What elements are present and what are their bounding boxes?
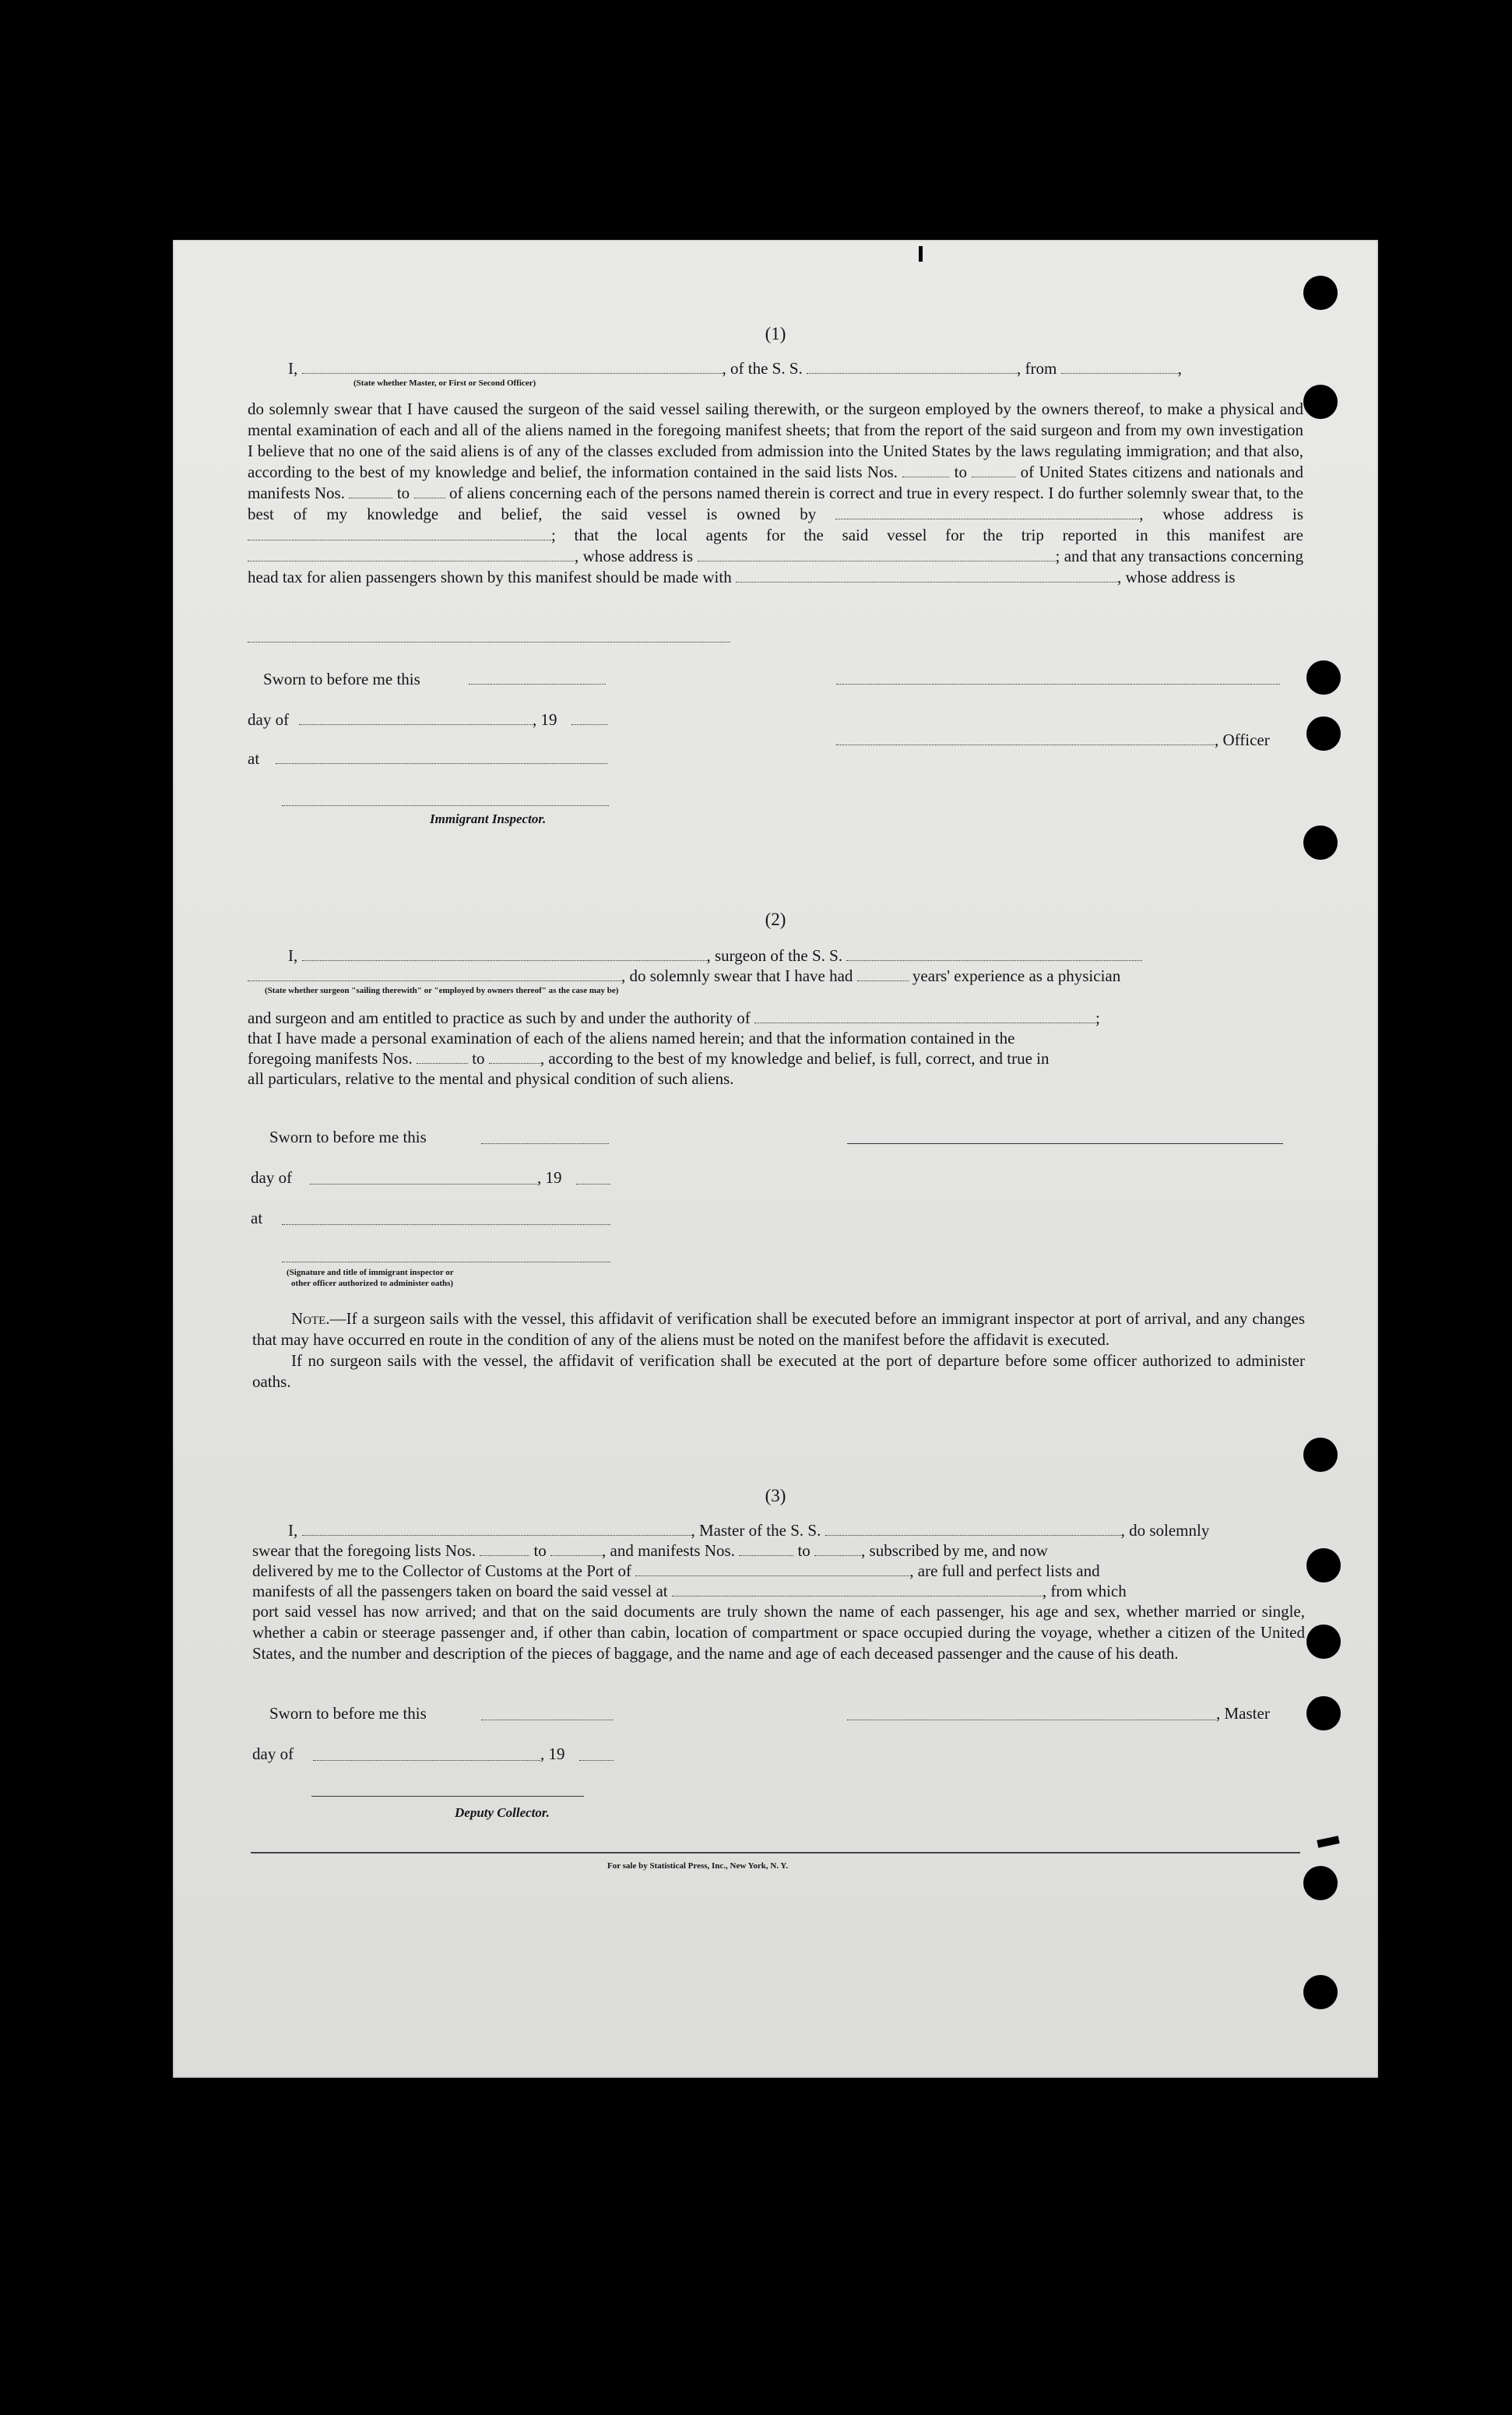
surgeon-status-field[interactable] — [248, 966, 621, 981]
from-label: , from — [1017, 359, 1057, 378]
punch-hole — [1303, 385, 1338, 419]
manifests-to-field[interactable] — [414, 484, 445, 498]
punch-hole — [1303, 826, 1338, 860]
owner-address-field[interactable] — [248, 526, 551, 540]
month-field-2[interactable] — [310, 1184, 537, 1185]
surgeon-name-field[interactable] — [302, 946, 707, 961]
ss-label: , of the S. S. — [722, 359, 803, 378]
authority-field[interactable] — [754, 1009, 1095, 1023]
day-of-label-2: day of — [251, 1168, 293, 1187]
master-lists-to-field[interactable] — [550, 1541, 602, 1556]
bleed-through-text — [842, 878, 852, 896]
footer-rule — [251, 1852, 1300, 1853]
section-2-oath-line: I, , surgeon of the S. S. — [288, 945, 1142, 966]
master-manifests-to-field[interactable] — [814, 1541, 861, 1556]
year-label-3: , 19 — [540, 1744, 565, 1763]
punch-hole — [1303, 1975, 1338, 2009]
signature-caption-line-1: (Signature and title of immigrant inspector or — [287, 1268, 454, 1277]
note-paragraph-1: Note.—If a surgeon sails with the vessel, this affidavit of verification shall be executed before an immigrant inspector at port of arrival, and any changes that may have occurred en route in the condition of any of the aliens must be noted on the manifest before the affidavit is executed. — [252, 1309, 1305, 1349]
punch-hole — [1306, 1625, 1341, 1659]
at-label-1: at — [248, 749, 260, 768]
year-label-1: , 19 — [533, 710, 557, 729]
officer-rank-caption: (State whether Master, or First or Second Officer) — [353, 378, 536, 388]
month-field-3[interactable] — [313, 1760, 540, 1761]
lists-from-field[interactable] — [902, 463, 949, 477]
year-field-3[interactable] — [579, 1760, 614, 1761]
surgeon-status-caption: (State whether surgeon "sailing therewith" or "employed by owners thereof" as the case may be) — [265, 986, 619, 995]
punch-hole — [1306, 716, 1341, 751]
master-lists-from-field[interactable] — [480, 1541, 529, 1556]
local-agents-field[interactable] — [248, 547, 575, 562]
year-label-2: , 19 — [537, 1168, 562, 1187]
punch-hole — [1303, 276, 1338, 310]
master-label: , Master — [1216, 1704, 1270, 1723]
officer-rank-field[interactable] — [302, 359, 723, 374]
departure-port-field[interactable] — [672, 1582, 1043, 1597]
printer-imprint: For sale by Statistical Press, Inc., New York, N. Y. — [607, 1861, 789, 1871]
section-3-paragraph: port said vessel has now arrived; and that on the said documents are truly shown the name of each passenger, his age and sex, whether married or single, whether a cabin or steerage passenger and, if other than cabin, location of compartment or space occupied during the voyage, whether a citizen of the United States, and the number and description of the pieces of baggage, and the name and age of each deceased passenger and the cause of his death. — [252, 1602, 1305, 1663]
section-3-lists-line: swear that the foregoing lists Nos. to , and manifests Nos. to , subscribed by me, and now — [252, 1541, 1048, 1560]
surgeon-manifest-to-field[interactable] — [489, 1049, 540, 1064]
manifests-from-field[interactable] — [349, 484, 392, 498]
surgeon-manifest-from-field[interactable] — [417, 1049, 468, 1064]
deputy-collector-label: Deputy Collector. — [455, 1805, 550, 1820]
master-vessel-field[interactable] — [825, 1521, 1121, 1536]
immigrant-inspector-label: Immigrant Inspector. — [430, 811, 547, 826]
section-3-port-line: delivered by me to the Collector of Customs at the Port of , are full and perfect lists and — [252, 1561, 1100, 1580]
section-3-oath-line: I, , Master of the S. S. , do solemnly — [288, 1521, 1210, 1540]
deputy-collector-signature-field[interactable] — [311, 1796, 584, 1797]
section-2-line-6: all particulars, relative to the mental and physical condition of such aliens. — [248, 1069, 734, 1088]
punch-hole — [1303, 1438, 1338, 1472]
agents-address-field[interactable] — [698, 547, 1056, 562]
section-3-departure-line: manifests of all the passengers taken on board the said vessel at , from which — [252, 1582, 1127, 1600]
signature-caption-line-2: other officer authorized to administer oaths) — [291, 1279, 454, 1288]
signature-field-1[interactable] — [836, 684, 1280, 685]
sworn-label-2: Sworn to before me this — [269, 1128, 427, 1146]
lists-to-field[interactable] — [972, 463, 1015, 477]
note-block — [252, 1308, 1305, 1392]
day-of-label-3: day of — [252, 1744, 294, 1763]
at-label-2: at — [251, 1209, 263, 1227]
punch-hole — [1306, 660, 1341, 695]
punch-hole — [1303, 1866, 1338, 1900]
punch-hole — [1306, 1696, 1341, 1730]
month-field-1[interactable] — [299, 724, 533, 725]
section-1-oath-line: I, , of the S. S. , from , — [288, 359, 1182, 378]
surgeon-vessel-field[interactable] — [846, 946, 1142, 961]
note-paragraph-2: If no surgeon sails with the vessel, the affidavit of verification shall be executed at the port of departure before some officer authorized to administer oaths. — [252, 1351, 1305, 1391]
section-1-number: (1) — [765, 324, 786, 343]
section-2-line-4: that I have made a personal examination of each of the aliens named herein; and that the information contained in the — [248, 1029, 1015, 1047]
arrival-port-field[interactable] — [635, 1561, 909, 1576]
year-field-2[interactable] — [576, 1184, 610, 1185]
vessel-name-field[interactable] — [807, 359, 1017, 374]
at-place-field-1[interactable] — [276, 763, 607, 764]
sworn-label-3: Sworn to before me this — [269, 1704, 427, 1723]
manifest-page — [173, 240, 1378, 2078]
scan-mark — [1317, 1836, 1339, 1848]
i-label: I, — [288, 359, 298, 378]
head-tax-party-field[interactable] — [736, 568, 1117, 583]
section-3-number: (3) — [765, 1486, 786, 1505]
punch-hole — [1306, 1548, 1341, 1582]
inspector-signature-field[interactable] — [282, 805, 609, 806]
year-field-1[interactable] — [571, 724, 607, 725]
sworn-date-field-2[interactable] — [481, 1143, 609, 1144]
sworn-label-1: Sworn to before me this — [263, 670, 420, 688]
section-1-body — [248, 399, 1303, 588]
from-port-field[interactable] — [1061, 359, 1178, 374]
section-2-swear-line: , do solemnly swear that I have had years' experience as a physician — [248, 966, 1120, 987]
section-2-authority-line: and surgeon and am entitled to practice as such by and under the authority of ; — [248, 1009, 1100, 1027]
vessel-owner-field[interactable] — [835, 505, 1139, 519]
scan-mark — [919, 246, 923, 262]
master-name-field[interactable] — [302, 1521, 691, 1536]
sworn-date-field-1[interactable] — [469, 684, 606, 685]
officer-label: , Officer — [1215, 730, 1270, 749]
section-2-manifests-line: foregoing manifests Nos. to , according to the best of my knowledge and belief, is full, correct, and true in — [248, 1049, 1050, 1068]
section-2-number: (2) — [765, 910, 786, 929]
master-manifests-from-field[interactable] — [739, 1541, 793, 1556]
at-place-field-2[interactable] — [282, 1224, 610, 1225]
surgeon-signature-field[interactable] — [847, 1143, 1283, 1144]
years-experience-field[interactable] — [857, 966, 909, 981]
section-1-paragraph: do solemnly swear that I have caused the surgeon of the said vessel sailing therewith, or the surgeon employed by the owners thereof, to make a physical and mental examination of each and all of the aliens named in the foregoing manifest sheets; that from the report of the said surgeon and from my own investigation I believe that no one of the said aliens is of any of the classes excluded from admission into the United States by the laws regulating immigration; and that also, according to the best of my knowledge and belief, the information contained in the said lists Nos. to of United States citizens and nationals and manifests Nos. to of aliens concerning each of the persons named therein is correct and true in every respect. I do further solemnly swear that, to the best of my knowledge and belief, the said vessel is owned by , whose address is ; that the local agents for the said vessel for the trip reported in this manifest are , whose address is ; and that any transactions concerning head tax for alien passengers shown by this manifest should be made with , whose address is — [248, 400, 1304, 586]
day-of-label-1: day of — [248, 710, 290, 729]
section-3-body — [252, 1601, 1305, 1664]
